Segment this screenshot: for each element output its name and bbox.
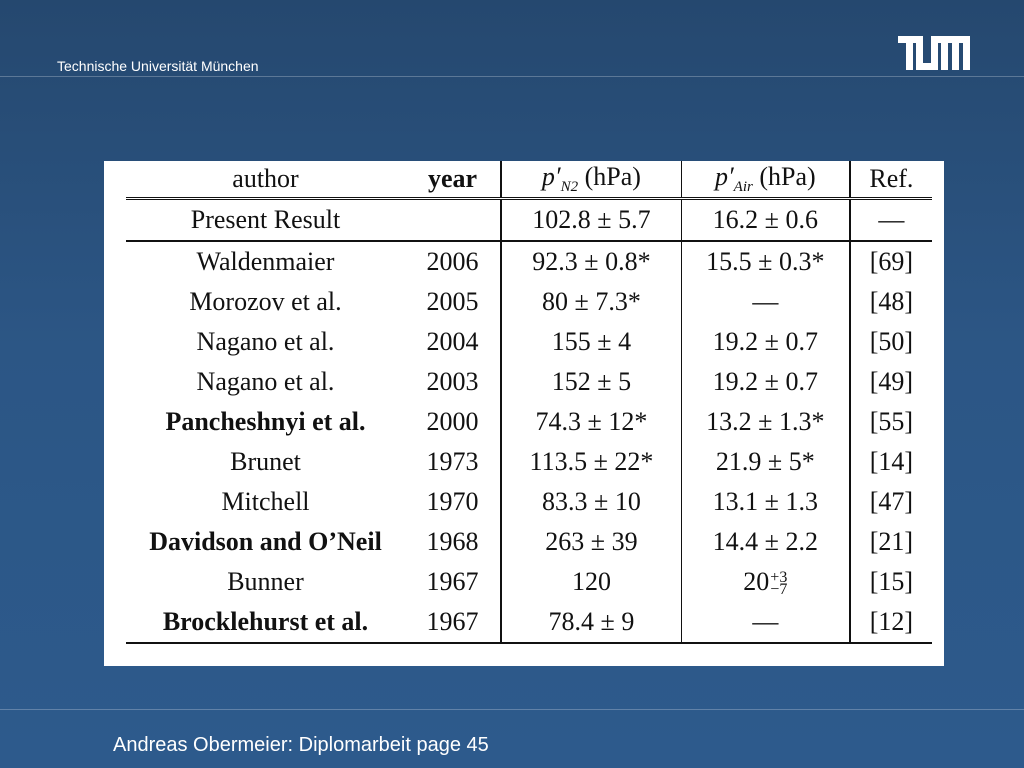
col-p-n2: $p'_{N2}$ (hPa)	[501, 161, 681, 199]
table-row	[126, 282, 932, 322]
cell-year: 1967	[405, 602, 501, 643]
table-row	[126, 402, 932, 442]
cell-p-n2: 92.3 ± 0.8*	[501, 241, 681, 282]
cell-p-n2: 74.3 ± 12*	[501, 402, 681, 442]
col-year: year	[405, 161, 501, 199]
cell-p-air: 13.1 ± 1.3	[681, 482, 849, 522]
cell-ref: —	[850, 199, 932, 242]
cell-p-air: 19.2 ± 0.7	[681, 322, 849, 362]
cell-p-n2: 155 ± 4	[501, 322, 681, 362]
cell-p-n2: 113.5 ± 22*	[501, 442, 681, 482]
cell-year: 1968	[426, 527, 479, 556]
col-author: author	[126, 161, 405, 199]
cell-p-n2: 78.4 ± 9	[501, 602, 681, 643]
table-row	[126, 199, 932, 242]
col-ref: Ref.	[850, 161, 932, 199]
table-row	[126, 442, 932, 482]
data-table-image	[104, 161, 944, 666]
institution-name: Technische Universität München	[57, 58, 259, 74]
table-row	[126, 362, 932, 402]
footer-caption: Andreas Obermeier: Diplomarbeit page 45	[113, 734, 489, 756]
cell-ref: [55]	[869, 407, 914, 436]
cell-ref: [21]	[869, 527, 914, 556]
cell-p-air	[681, 562, 849, 602]
p-air-asym-error: +3 −7	[770, 569, 788, 599]
cell-ref: [15]	[869, 567, 914, 596]
cell-year: 2003	[426, 367, 479, 396]
cell-p-n2: 120	[501, 562, 681, 602]
cell-author: Davidson and O’Neil	[149, 527, 382, 556]
cell-ref: [69]	[869, 247, 914, 276]
cell-ref: [47]	[869, 487, 914, 516]
cell-year: 2000	[426, 407, 479, 436]
table-header-row	[126, 161, 932, 199]
cell-ref: [49]	[869, 367, 914, 396]
footer-divider	[0, 709, 1024, 710]
cell-author: Mitchell	[221, 487, 310, 516]
cell-p-air: 21.9 ± 5*	[681, 442, 849, 482]
cell-year: 1967	[426, 567, 479, 596]
cell-p-n2: 102.8 ± 5.7	[501, 199, 681, 242]
table-row	[126, 562, 932, 602]
cell-p-air: —	[681, 282, 849, 322]
table-row	[126, 522, 932, 562]
table-row	[126, 241, 932, 282]
cell-year: 1970	[426, 487, 479, 516]
cell-year: 2005	[426, 287, 479, 316]
cell-author: Brunet	[230, 447, 301, 476]
tum-logo	[898, 36, 970, 70]
p-air-base: 20	[743, 567, 770, 596]
cell-author: Morozov et al.	[189, 287, 342, 316]
cell-ref: [50]	[869, 327, 914, 356]
cell-author: Waldenmaier	[196, 247, 335, 276]
cell-p-air: 14.4 ± 2.2	[681, 522, 849, 562]
cell-author: Brocklehurst et al.	[126, 602, 405, 643]
header-divider	[0, 76, 1024, 77]
cell-author: Pancheshnyi et al.	[165, 407, 366, 436]
cell-p-n2: 152 ± 5	[501, 362, 681, 402]
cell-author: Bunner	[227, 567, 304, 596]
cell-year	[405, 199, 501, 242]
cell-p-air: 13.2 ± 1.3*	[681, 402, 849, 442]
cell-year: 2004	[426, 327, 479, 356]
cell-p-n2: 83.3 ± 10	[501, 482, 681, 522]
table-row	[126, 322, 932, 362]
cell-ref: [48]	[869, 287, 914, 316]
cell-p-air: —	[681, 602, 849, 643]
cell-year: 2006	[426, 247, 479, 276]
cell-p-air: 19.2 ± 0.7	[681, 362, 849, 402]
col-p-air: $p'_{Air}$ (hPa)	[681, 161, 849, 199]
cell-p-n2: 263 ± 39	[501, 522, 681, 562]
cell-author: Nagano et al.	[196, 367, 335, 396]
cell-year: 1973	[426, 447, 479, 476]
cell-p-air: 16.2 ± 0.6	[681, 199, 849, 242]
cell-ref: [12]	[850, 602, 932, 643]
cell-author: Present Result	[126, 199, 405, 242]
cell-p-air: 15.5 ± 0.3*	[681, 241, 849, 282]
table-row	[126, 482, 932, 522]
cell-p-n2: 80 ± 7.3*	[501, 282, 681, 322]
table-row	[126, 602, 932, 643]
cell-author: Nagano et al.	[196, 327, 335, 356]
quenching-pressure-table	[126, 161, 932, 644]
cell-ref: [14]	[869, 447, 914, 476]
